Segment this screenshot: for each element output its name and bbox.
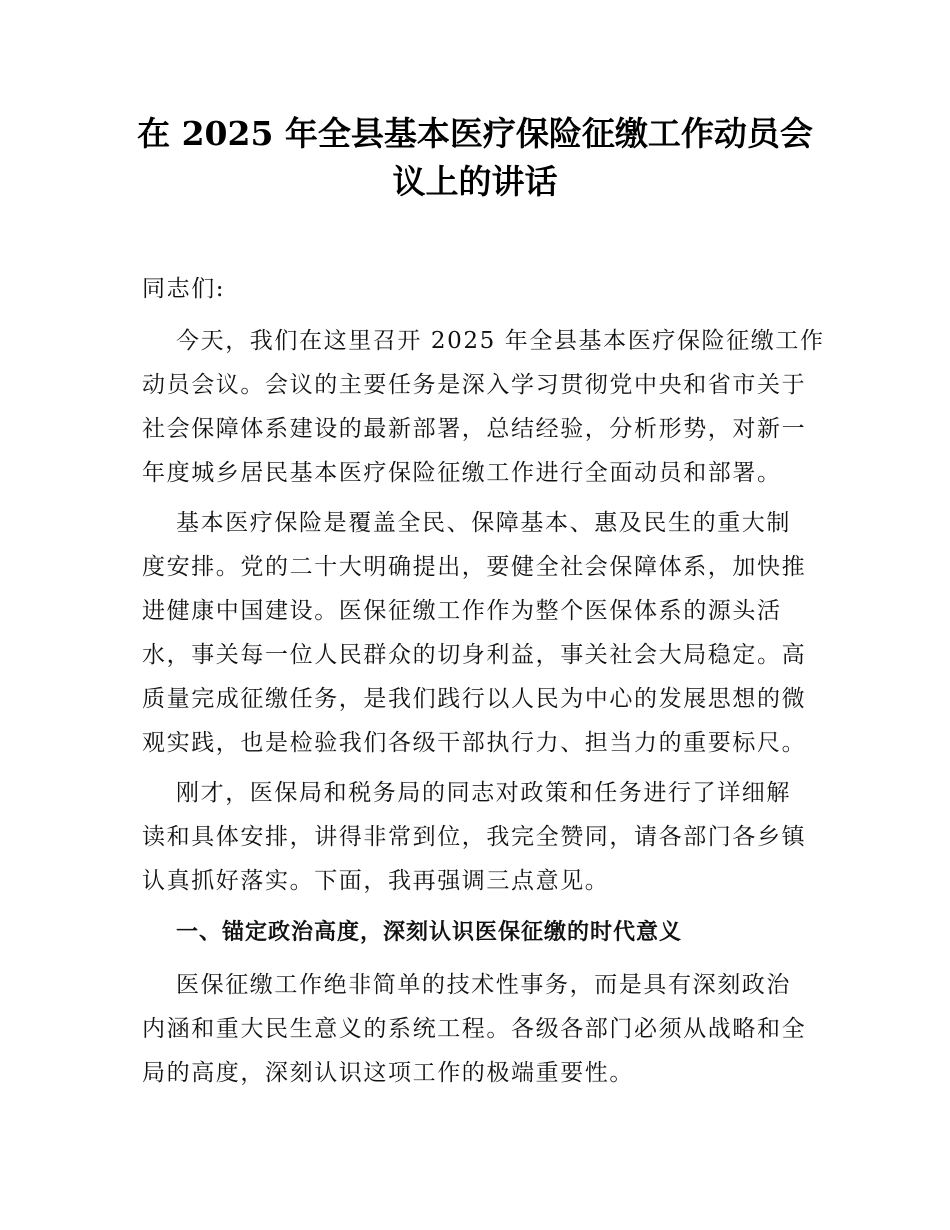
paragraph-2-line-2: 度安排。党的二十大明确提出，要健全社会保障体系，加快推 <box>142 554 807 580</box>
paragraph-1-line-1: 今天，我们在这里召开 2025 年全县基本医疗保险征缴工作 <box>176 328 825 354</box>
paragraph-1-line-2: 动员会议。会议的主要任务是深入学习贯彻党中央和省市关于 <box>142 372 807 398</box>
paragraph-2-line-1: 基本医疗保险是覆盖全民、保障基本、惠及民生的重大制 <box>176 510 791 536</box>
section-1-heading: 一、锚定政治高度，深刻认识医保征缴的时代意义 <box>176 920 683 945</box>
paragraph-2-line-5: 质量完成征缴任务，是我们践行以人民为中心的发展思想的微 <box>142 686 807 712</box>
paragraph-4-line-3: 局的高度，深刻认识这项工作的极端重要性。 <box>142 1060 634 1086</box>
paragraph-2-line-4: 水，事关每一位人民群众的切身利益，事关社会大局稳定。高 <box>142 642 807 668</box>
paragraph-4-line-1: 医保征缴工作绝非简单的技术性事务，而是具有深刻政治 <box>176 972 791 998</box>
paragraph-3-line-3: 认真抓好落实。下面，我再强调三点意见。 <box>142 868 610 894</box>
paragraph-1-line-4: 年度城乡居民基本医疗保险征缴工作进行全面动员和部署。 <box>142 460 782 486</box>
paragraph-1-line-3: 社会保障体系建设的最新部署，总结经验，分析形势，对新一 <box>142 416 807 442</box>
paragraph-2-line-6: 观实践，也是检验我们各级干部执行力、担当力的重要标尺。 <box>142 730 807 756</box>
paragraph-3-line-1: 刚才，医保局和税务局的同志对政策和任务进行了详细解 <box>176 780 791 806</box>
document-title-line-1: 在 2025 年全县基本医疗保险征缴工作动员会 <box>137 114 813 153</box>
paragraph-4-line-2: 内涵和重大民生意义的系统工程。各级各部门必须从战略和全 <box>142 1016 807 1042</box>
paragraph-2-line-3: 进健康中国建设。医保征缴工作作为整个医保体系的源头活 <box>142 598 782 624</box>
document-title-line-2: 议上的讲话 <box>392 162 558 201</box>
salutation: 同志们: <box>142 276 226 302</box>
paragraph-3-line-2: 读和具体安排，讲得非常到位，我完全赞同，请各部门各乡镇 <box>142 824 807 850</box>
